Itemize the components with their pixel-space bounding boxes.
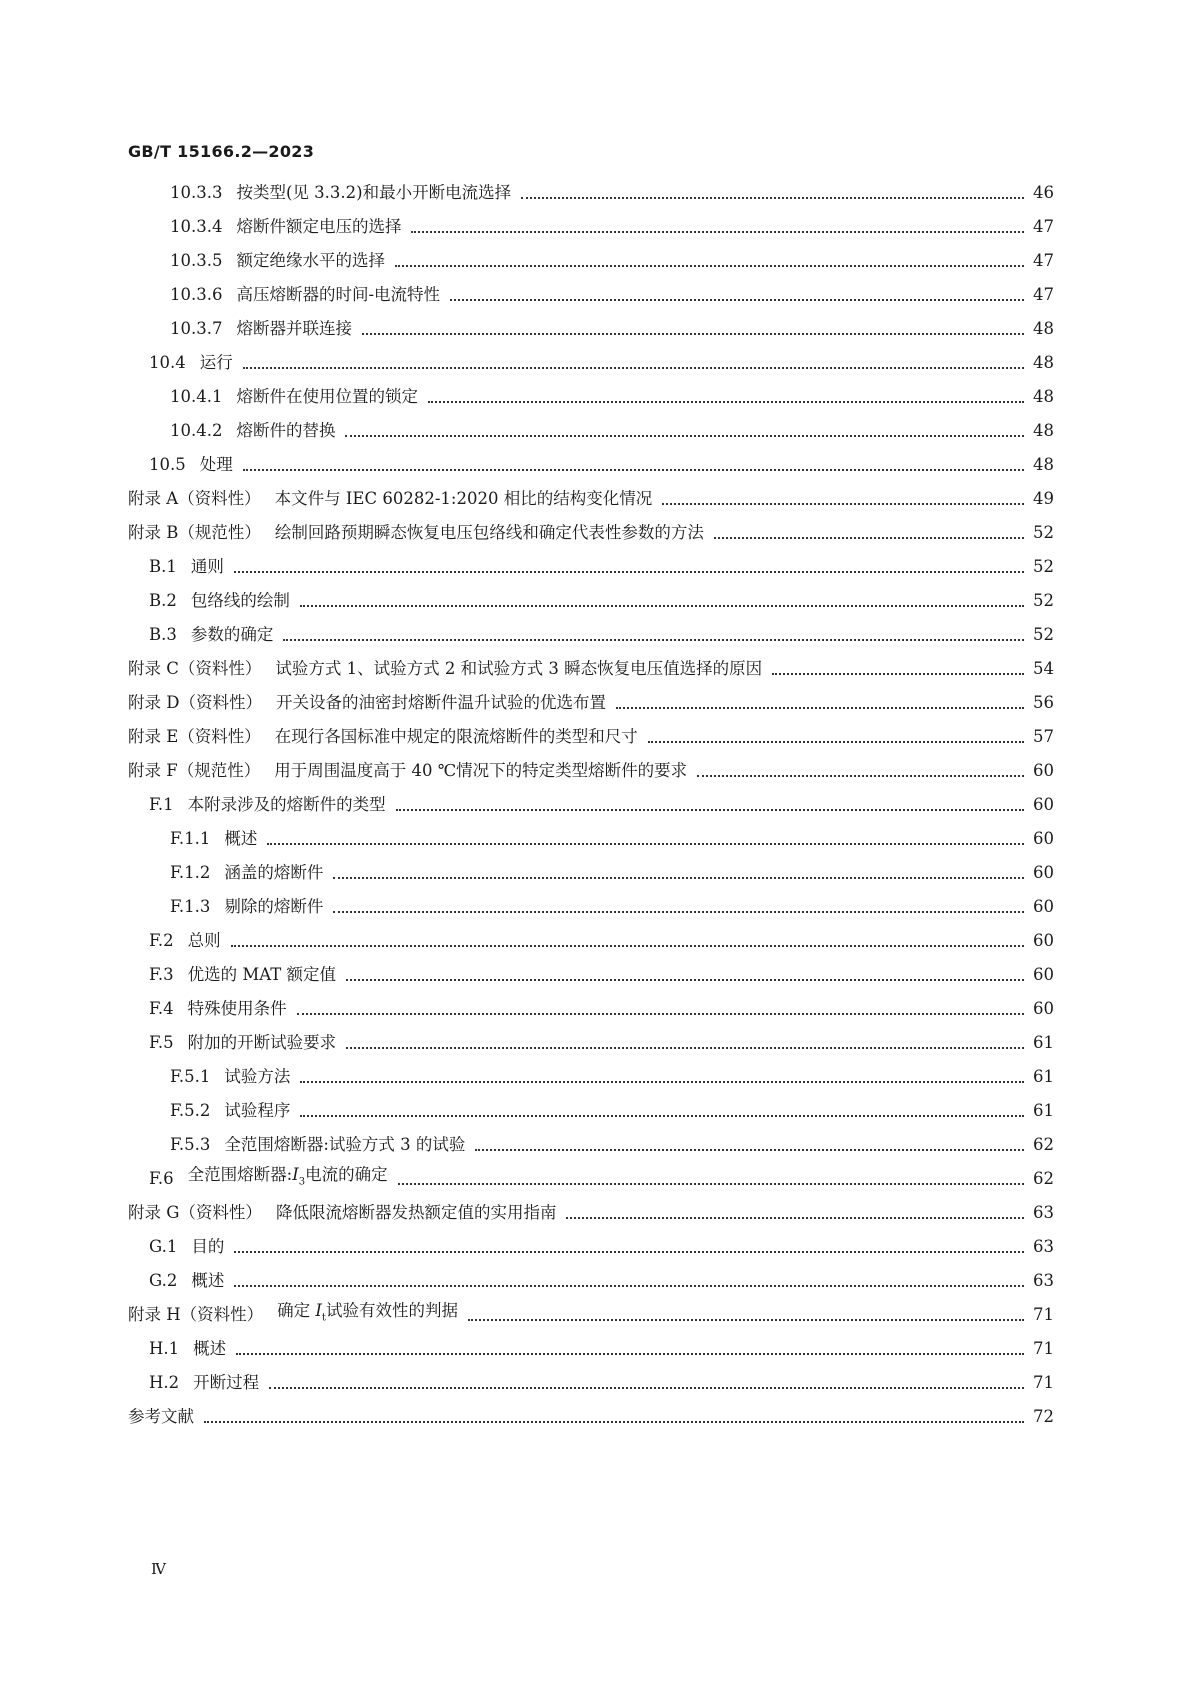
dot-leader — [300, 603, 1024, 607]
dot-leader — [346, 1045, 1024, 1049]
toc-entry-page: 48 — [1033, 387, 1054, 406]
dot-leader — [300, 1113, 1024, 1117]
toc-entry-number: F.4 — [149, 999, 174, 1018]
toc-entry-number: G.2 — [149, 1271, 178, 1290]
toc-entry[interactable] — [128, 518, 1054, 548]
toc-entry[interactable] — [170, 246, 1054, 276]
toc-entry-number: 附录 D（资料性） — [128, 693, 262, 712]
toc-entry[interactable] — [170, 382, 1054, 412]
toc-entry-title: 熔断件在使用位置的锁定 — [236, 387, 418, 406]
toc-entry[interactable] — [170, 280, 1054, 310]
toc-entry-title: 试验方式 1、试验方式 2 和试验方式 3 瞬态恢复电压值选择的原因 — [275, 659, 763, 678]
toc-entry[interactable] — [128, 1402, 1054, 1432]
toc-entry-title: 在现行各国标准中规定的限流熔断件的类型和尺寸 — [274, 727, 638, 746]
toc-entry-title: 试验程序 — [224, 1101, 291, 1120]
toc-entry-title — [277, 1296, 458, 1333]
toc-entry-page: 61 — [1033, 1033, 1054, 1052]
toc-entry-title: 剔除的熔断件 — [224, 897, 324, 916]
dot-leader — [662, 501, 1024, 505]
toc-entry-title: 附加的开断试验要求 — [187, 1033, 337, 1052]
toc-entry[interactable] — [128, 756, 1054, 786]
dot-leader — [267, 841, 1024, 845]
dot-leader — [395, 263, 1024, 267]
toc-entry-number: 10.3.5 — [170, 251, 223, 270]
toc-entry-title-text: 试验有效性的判据 — [325, 1301, 458, 1321]
dot-leader — [398, 1181, 1024, 1185]
toc-entry[interactable] — [128, 722, 1054, 752]
dot-leader — [697, 773, 1024, 777]
toc-entry[interactable] — [149, 1334, 1054, 1364]
toc-entry-title: 开断过程 — [193, 1373, 260, 1392]
toc-entry[interactable] — [170, 1062, 1054, 1092]
toc-entry-number: 附录 A（资料性） — [128, 489, 261, 508]
toc-entry[interactable] — [128, 654, 1054, 684]
standard-code: GB/T 15166.2—2023 — [128, 142, 315, 161]
toc-entry[interactable] — [149, 790, 1054, 820]
toc-entry-page: 72 — [1033, 1407, 1054, 1426]
toc-entry-number: F.1.3 — [170, 897, 211, 916]
toc-entry[interactable] — [170, 892, 1054, 922]
dot-leader — [333, 875, 1024, 879]
dot-leader — [396, 807, 1024, 811]
toc-entry-number: 10.4 — [149, 353, 186, 372]
dot-leader — [468, 1317, 1024, 1321]
toc-entry-title: 参数的确定 — [190, 625, 274, 644]
toc-entry[interactable] — [149, 994, 1054, 1024]
toc-entry-title: 降低限流熔断器发热额定值的实用指南 — [275, 1203, 557, 1222]
toc-entry-page: 54 — [1033, 659, 1054, 678]
dot-leader — [450, 297, 1024, 301]
toc-entry[interactable] — [149, 960, 1054, 990]
dot-leader — [297, 1011, 1024, 1015]
page-number: Ⅳ — [151, 1560, 166, 1578]
dot-leader — [345, 433, 1024, 437]
toc-entry-title: 通则 — [190, 557, 224, 576]
dot-leader — [300, 1079, 1024, 1083]
current-symbol: I — [292, 1165, 299, 1185]
toc-entry[interactable] — [149, 1028, 1054, 1058]
toc-entry-number: 10.5 — [149, 455, 186, 474]
dot-leader — [234, 569, 1024, 573]
toc-entry[interactable] — [149, 552, 1054, 582]
toc-entry-page: 52 — [1033, 557, 1054, 576]
toc-entry-number: F.1 — [149, 795, 174, 814]
toc-entry-page: 52 — [1033, 523, 1054, 542]
toc-entry-number: 附录 F（规范性） — [128, 761, 261, 780]
toc-entry-title: 涵盖的熔断件 — [224, 863, 324, 882]
toc-entry-title: 全范围熔断器:试验方式 3 的试验 — [224, 1135, 466, 1154]
toc-entry-page: 60 — [1033, 999, 1054, 1018]
toc-entry-number: F.5.2 — [170, 1101, 211, 1120]
current-symbol-subscript: t — [321, 1312, 326, 1324]
toc-entry-page: 60 — [1033, 863, 1054, 882]
toc-entry-title: 概述 — [224, 829, 258, 848]
toc-entry-page: 61 — [1033, 1067, 1054, 1086]
toc-entry-page: 60 — [1033, 965, 1054, 984]
toc-entry-number: 附录 H（资料性） — [128, 1305, 264, 1324]
toc-entry-title: 本文件与 IEC 60282-1:2020 相比的结构变化情况 — [274, 489, 653, 508]
toc-entry-number: 10.3.4 — [170, 217, 223, 236]
toc-entry-number: 10.4.1 — [170, 387, 223, 406]
toc-entry-title: 熔断件的替换 — [236, 421, 336, 440]
toc-entry[interactable] — [170, 858, 1054, 888]
toc-entry-page: 48 — [1033, 421, 1054, 440]
toc-entry[interactable] — [170, 178, 1054, 208]
toc-entry-page: 63 — [1033, 1203, 1054, 1222]
toc-entry-title — [188, 1160, 388, 1197]
toc-entry-number: H.2 — [149, 1373, 180, 1392]
dot-leader — [236, 1351, 1024, 1355]
toc-entry-title: 用于周围温度高于 40 ℃情况下的特定类型熔断件的要求 — [274, 761, 688, 780]
toc-entry-page: 60 — [1033, 931, 1054, 950]
toc-entry[interactable] — [170, 212, 1054, 242]
toc-entry-title: 运行 — [199, 353, 233, 372]
toc-entry-title: 开关设备的油密封熔断件温升试验的优选布置 — [275, 693, 606, 712]
toc-entry-page: 60 — [1033, 795, 1054, 814]
toc-entry[interactable] — [128, 1198, 1054, 1228]
toc-entry-title-text: 电流的确定 — [305, 1165, 388, 1185]
toc-entry-title: 包络线的绘制 — [190, 591, 290, 610]
toc-entry-title: 熔断器并联连接 — [236, 319, 352, 338]
toc-entry-number: H.1 — [149, 1339, 180, 1358]
toc-entry[interactable] — [149, 1266, 1054, 1296]
toc-entry-number: 10.3.3 — [170, 183, 223, 202]
toc-entry[interactable] — [149, 1232, 1054, 1262]
toc-entry[interactable] — [170, 314, 1054, 344]
toc-entry-number: B.1 — [149, 557, 177, 576]
toc-entry[interactable] — [128, 1300, 1054, 1330]
toc-entry-title: 特殊使用条件 — [187, 999, 287, 1018]
toc-entry-title: 参考文献 — [128, 1407, 194, 1426]
toc-entry[interactable] — [170, 1130, 1054, 1160]
dot-leader — [521, 195, 1024, 199]
toc-entry-page: 63 — [1033, 1237, 1054, 1256]
dot-leader — [204, 1419, 1024, 1423]
toc-entry-page: 47 — [1033, 251, 1054, 270]
toc-entry-title: 试验方法 — [224, 1067, 291, 1086]
toc-entry-title: 熔断件额定电压的选择 — [236, 217, 402, 236]
toc-entry-title: 目的 — [191, 1237, 225, 1256]
dot-leader — [411, 229, 1024, 233]
toc-entry-page: 46 — [1033, 183, 1054, 202]
dot-leader — [243, 467, 1024, 471]
toc-entry[interactable] — [149, 586, 1054, 616]
toc-entry-title: 概述 — [193, 1339, 227, 1358]
toc-entry-number: 10.3.7 — [170, 319, 223, 338]
toc-entry[interactable] — [149, 926, 1054, 956]
toc-entry-title-text: 确定 — [277, 1301, 311, 1321]
dot-leader — [475, 1147, 1024, 1151]
toc-entry-number: F.2 — [149, 931, 174, 950]
toc-entry-page: 71 — [1033, 1305, 1054, 1324]
toc-entry[interactable] — [149, 1368, 1054, 1398]
toc-entry-number: 附录 C（资料性） — [128, 659, 262, 678]
dot-leader — [234, 1249, 1024, 1253]
toc-entry[interactable] — [149, 620, 1054, 650]
toc-entry[interactable] — [149, 348, 1054, 378]
toc-entry-number: 附录 E（资料性） — [128, 727, 261, 746]
toc-entry-title: 优选的 MAT 额定值 — [187, 965, 337, 984]
toc-entry-page: 60 — [1033, 897, 1054, 916]
dot-leader — [231, 943, 1024, 947]
toc-entry[interactable] — [128, 688, 1054, 718]
toc-entry-number: B.2 — [149, 591, 177, 610]
dot-leader — [234, 1283, 1024, 1287]
toc-entry[interactable] — [170, 824, 1054, 854]
toc-entry-number: F.6 — [149, 1169, 174, 1188]
toc-entry-number: 附录 B（规范性） — [128, 523, 261, 542]
toc-entry-title: 绘制回路预期瞬态恢复电压包络线和确定代表性参数的方法 — [274, 523, 704, 542]
dot-leader — [772, 671, 1024, 675]
current-symbol: I — [315, 1301, 322, 1321]
toc-entry-page: 48 — [1033, 353, 1054, 372]
toc-entry-page: 52 — [1033, 591, 1054, 610]
toc-entry[interactable] — [149, 1164, 1054, 1194]
toc-entry-number: F.5 — [149, 1033, 174, 1052]
toc-entry-page: 63 — [1033, 1271, 1054, 1290]
dot-leader — [428, 399, 1024, 403]
toc-entry-title: 额定绝缘水平的选择 — [236, 251, 385, 270]
dot-leader — [346, 977, 1024, 981]
toc-entry-number: 10.3.6 — [170, 285, 223, 304]
toc-entry[interactable] — [170, 416, 1054, 446]
toc-entry-title: 按类型(见 3.3.2)和最小开断电流选择 — [236, 183, 512, 202]
toc-entry-page: 71 — [1033, 1339, 1054, 1358]
toc-entry[interactable] — [149, 450, 1054, 480]
toc-entry-title: 本附录涉及的熔断件的类型 — [187, 795, 386, 814]
toc-entry-page: 56 — [1033, 693, 1054, 712]
toc-entry-page: 49 — [1033, 489, 1054, 508]
dot-leader — [616, 705, 1024, 709]
toc-entry-number: 附录 G（资料性） — [128, 1203, 262, 1222]
toc-entry-page: 60 — [1033, 829, 1054, 848]
toc-entry[interactable] — [170, 1096, 1054, 1126]
dot-leader — [283, 637, 1024, 641]
toc-entry-number: G.1 — [149, 1237, 178, 1256]
toc-entry-number: F.1.2 — [170, 863, 211, 882]
current-symbol-subscript: 3 — [298, 1176, 306, 1188]
toc-entry-number: B.3 — [149, 625, 177, 644]
dot-leader — [333, 909, 1024, 913]
dot-leader — [269, 1385, 1024, 1389]
toc-entry-page: 61 — [1033, 1101, 1054, 1120]
toc-entry-page: 71 — [1033, 1373, 1054, 1392]
toc-entry-title: 处理 — [199, 455, 233, 474]
toc-entry-page: 57 — [1033, 727, 1054, 746]
toc-entry-title: 总则 — [187, 931, 221, 950]
dot-leader — [648, 739, 1024, 743]
toc-entry-page: 52 — [1033, 625, 1054, 644]
dot-leader — [243, 365, 1024, 369]
dot-leader — [566, 1215, 1024, 1219]
toc-entry-number: F.5.1 — [170, 1067, 211, 1086]
toc-entry-number: 10.4.2 — [170, 421, 223, 440]
dot-leader — [362, 331, 1024, 335]
toc-entry-number: F.5.3 — [170, 1135, 211, 1154]
toc-entry-page: 48 — [1033, 455, 1054, 474]
toc-entry-page: 62 — [1033, 1169, 1054, 1188]
toc-entry-page: 47 — [1033, 217, 1054, 236]
toc-entry-page: 60 — [1033, 761, 1054, 780]
toc-entry-title: 概述 — [191, 1271, 225, 1290]
dot-leader — [714, 535, 1024, 539]
toc-entry-page: 62 — [1033, 1135, 1054, 1154]
toc-entry-title-text: 全范围熔断器: — [187, 1165, 293, 1185]
toc-entry[interactable] — [128, 484, 1054, 514]
toc-entry-page: 48 — [1033, 319, 1054, 338]
toc-entry-number: F.1.1 — [170, 829, 211, 848]
toc-entry-title: 高压熔断器的时间-电流特性 — [236, 285, 441, 304]
toc-entry-page: 47 — [1033, 285, 1054, 304]
toc-entry-number: F.3 — [149, 965, 174, 984]
